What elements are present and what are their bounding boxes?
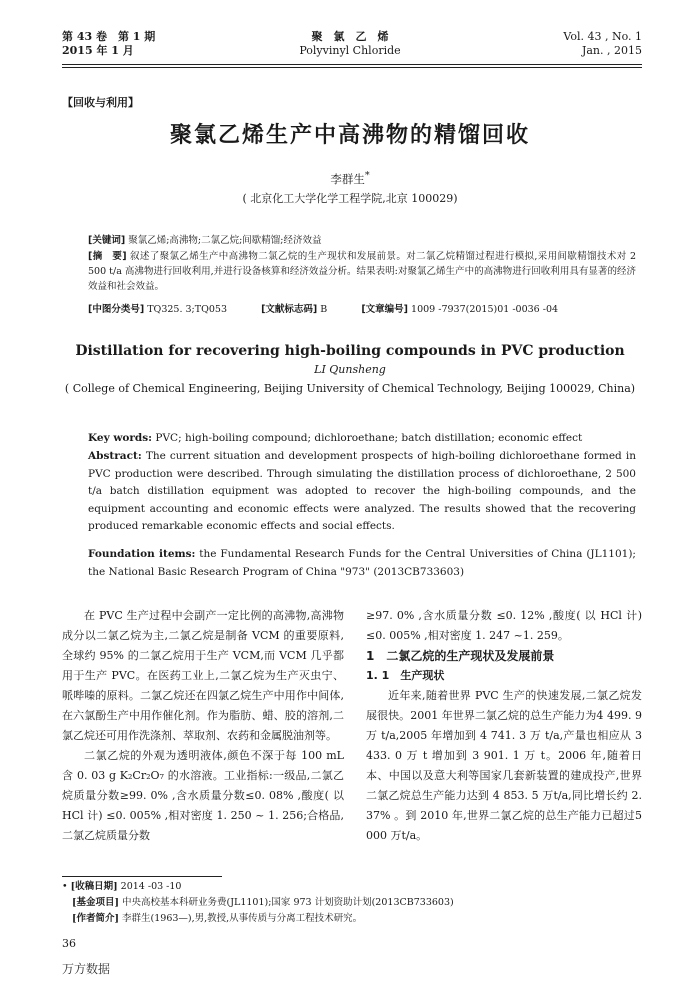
doc-code-label: [文献标志码]	[261, 304, 318, 315]
body-paragraph: 近年来,随着世界 PVC 生产的快速发展,二氯乙烷发展很快。2001 年世界二氯乙烷的总生产能力为4 499. 9万 t/a,2005 年增加到 4 741. 3 万 t/a,产量也相应从 3 433. 0 万 t 增加到 3 901. 1 万 t。2006 年,随着日本、中国以及意大利等国家几套新装置的建成投产,世界二氯乙烷总生产能力达到 4 853. 5 万t/a,同比增长约 2. 37% 。到 2010 年,世界二氯乙烷的总生产能力已超过5 000 万t/a。	[366, 689, 642, 842]
journal-name-en: Polyvinyl Chloride	[299, 44, 401, 57]
body-paragraph: 二氯乙烷的外观为透明液体,颜色不深于每 100 mL 含 0. 03 g K₂Cr₂O₇ 的水溶液。工业指标:一级品,二氯乙烷质量分数≥99. 0% ,含水质量分数≤0. 08% ,酸度( 以 HCl 计) ≤0. 005% ,相对密度 1. 250 ~ 1. 256;合格品,二氯乙烷质量分数	[62, 749, 344, 842]
footnote-funding	[72, 896, 652, 910]
foundation-en-label: Foundation items:	[88, 548, 196, 560]
footnote-label: [收稿日期]	[70, 881, 118, 892]
footnote-received	[62, 880, 642, 894]
doc-code: B	[317, 304, 328, 315]
footnote-rule	[62, 876, 222, 877]
abstract-en-text: The current situation and development prospects of high-boiling dichloroethane formed in PVC production were described. Through simulating the distillation process of dichloroethane, 2 500 t/a batch distillation equipment was adopted to recover the high-boiling compounds, and the equipment accounting and economic effects were analyzed. The results showed that the recovering produced remarkable economic effects and social effects.	[88, 450, 636, 532]
author-cn	[0, 170, 700, 187]
footnote-text: 李群生(1963—),男,教授,从事传质与分离工程技术研究。	[119, 913, 363, 924]
journal-issue-en	[563, 30, 642, 58]
keywords-cn-text: 聚氯乙烯;高沸物;二氯乙烷;间歇精馏;经济效益	[125, 235, 322, 246]
page-title: 聚氯乙烯生产中高沸物的精馏回收	[169, 123, 530, 148]
keywords-en	[88, 430, 636, 448]
author-en: LI Qunsheng	[314, 363, 386, 376]
abstract-cn-text: 叙述了聚氯乙烯生产中高沸物二氯乙烷的生产现状和发展前景。对二氯乙烷精馏过程进行模拟,采用间歇精馏技术对 2 500 t/a 高沸物进行回收利用,并进行设备核算和经济效益分析。结果表明:对聚氯乙烯生产中的高沸物进行回收利用具有显著的经济效益和社会效益。	[88, 251, 636, 292]
watermark: 万方数据	[62, 962, 111, 976]
body-left-column	[62, 606, 344, 846]
body-paragraph-continued: ≥97. 0% ,含水质量分数 ≤0. 12% ,酸度( 以 HCl 计) ≤0. 005% ,相对密度 1. 247 ~1. 259。	[366, 609, 642, 642]
affiliation-en: ( College of Chemical Engineering, Beijing University of Chemical Technology, Beijing 100029, China)	[64, 382, 636, 395]
keywords-en-label: Key words:	[88, 432, 153, 444]
clc-label: [中图分类号]	[88, 304, 145, 315]
body-right-column	[366, 606, 642, 846]
abstract-cn-label: [摘 要]	[88, 251, 127, 262]
author-name: 李群生	[330, 171, 365, 186]
journal-date-en: Jan. , 2015	[581, 44, 642, 57]
footnote-label: [基金项目]	[72, 897, 119, 908]
author-mark: *	[364, 170, 370, 181]
header-rule	[62, 64, 642, 65]
title-en: Distillation for recovering high-boiling compounds in PVC production	[75, 343, 625, 359]
abstract-en	[88, 448, 636, 536]
footnote-text: 2014 -03 -10	[117, 881, 182, 892]
article-number-label: [文章编号]	[361, 304, 409, 315]
keywords-cn-label: [关键词]	[88, 235, 126, 246]
affiliation-cn: ( 北京化工大学化学工程学院,北京 100029)	[242, 192, 458, 205]
section-tag: 【回收与利用】	[62, 96, 139, 109]
body-paragraph: 在 PVC 生产过程中会副产一定比例的高沸物,高沸物成分以二氯乙烷为主,二氯乙烷是制备 VCM 的重要原料,全球约 95% 的二氯乙烷用于生产 VCM,而 VCM 几乎都用于生产 PVC。在医药工业上,二氯乙烷为生产灭虫宁、哌哔嗪的原料。二氯乙烷还在四氯乙烷生产中用作中间体,在六氯酚生产中用作催化剂。作为脂肪、蜡、胶的溶剂,二氯乙烷还可用作洗涤剂、萃取剂、农药和金属脱油剂等。	[62, 609, 344, 742]
journal-volume: 第 43 卷 第 1 期	[62, 30, 156, 43]
foundation-en-text: the Fundamental Research Funds for the Central Universities of China (JL1101); the National Basic Research Program of China "973" (2013CB733603)	[88, 548, 636, 578]
subsection-heading: 1. 1 生产现状	[366, 669, 445, 682]
footnote-author	[72, 912, 652, 926]
section-heading: 1 二氯乙烷的生产现状及发展前景	[366, 649, 555, 663]
journal-date: 2015 年 1 月	[62, 44, 134, 57]
footnote-label: [作者简介]	[72, 913, 119, 924]
header-rule-thin	[62, 67, 642, 68]
footnote-text: 中央高校基本科研业务费(JL1101);国家 973 计划资助计划(2013CB733603)	[119, 897, 454, 908]
keywords-cn	[88, 233, 636, 248]
page-number: 36	[62, 937, 76, 950]
classification	[88, 302, 636, 317]
clc-number: TQ325. 3;TQ053	[144, 304, 228, 315]
journal-volume-en: Vol. 43 , No. 1	[563, 30, 642, 43]
abstract-cn	[88, 249, 636, 294]
journal-name-cn: 聚 氯 乙 烯	[311, 30, 389, 43]
foundation-en	[88, 546, 636, 581]
article-number: 1009 -7937(2015)01 -0036 -04	[408, 304, 559, 315]
abstract-en-label: Abstract:	[88, 450, 142, 462]
footnote-bullet: •	[62, 881, 68, 892]
keywords-en-text: PVC; high-boiling compound; dichloroethane; batch distillation; economic effect	[152, 432, 583, 444]
